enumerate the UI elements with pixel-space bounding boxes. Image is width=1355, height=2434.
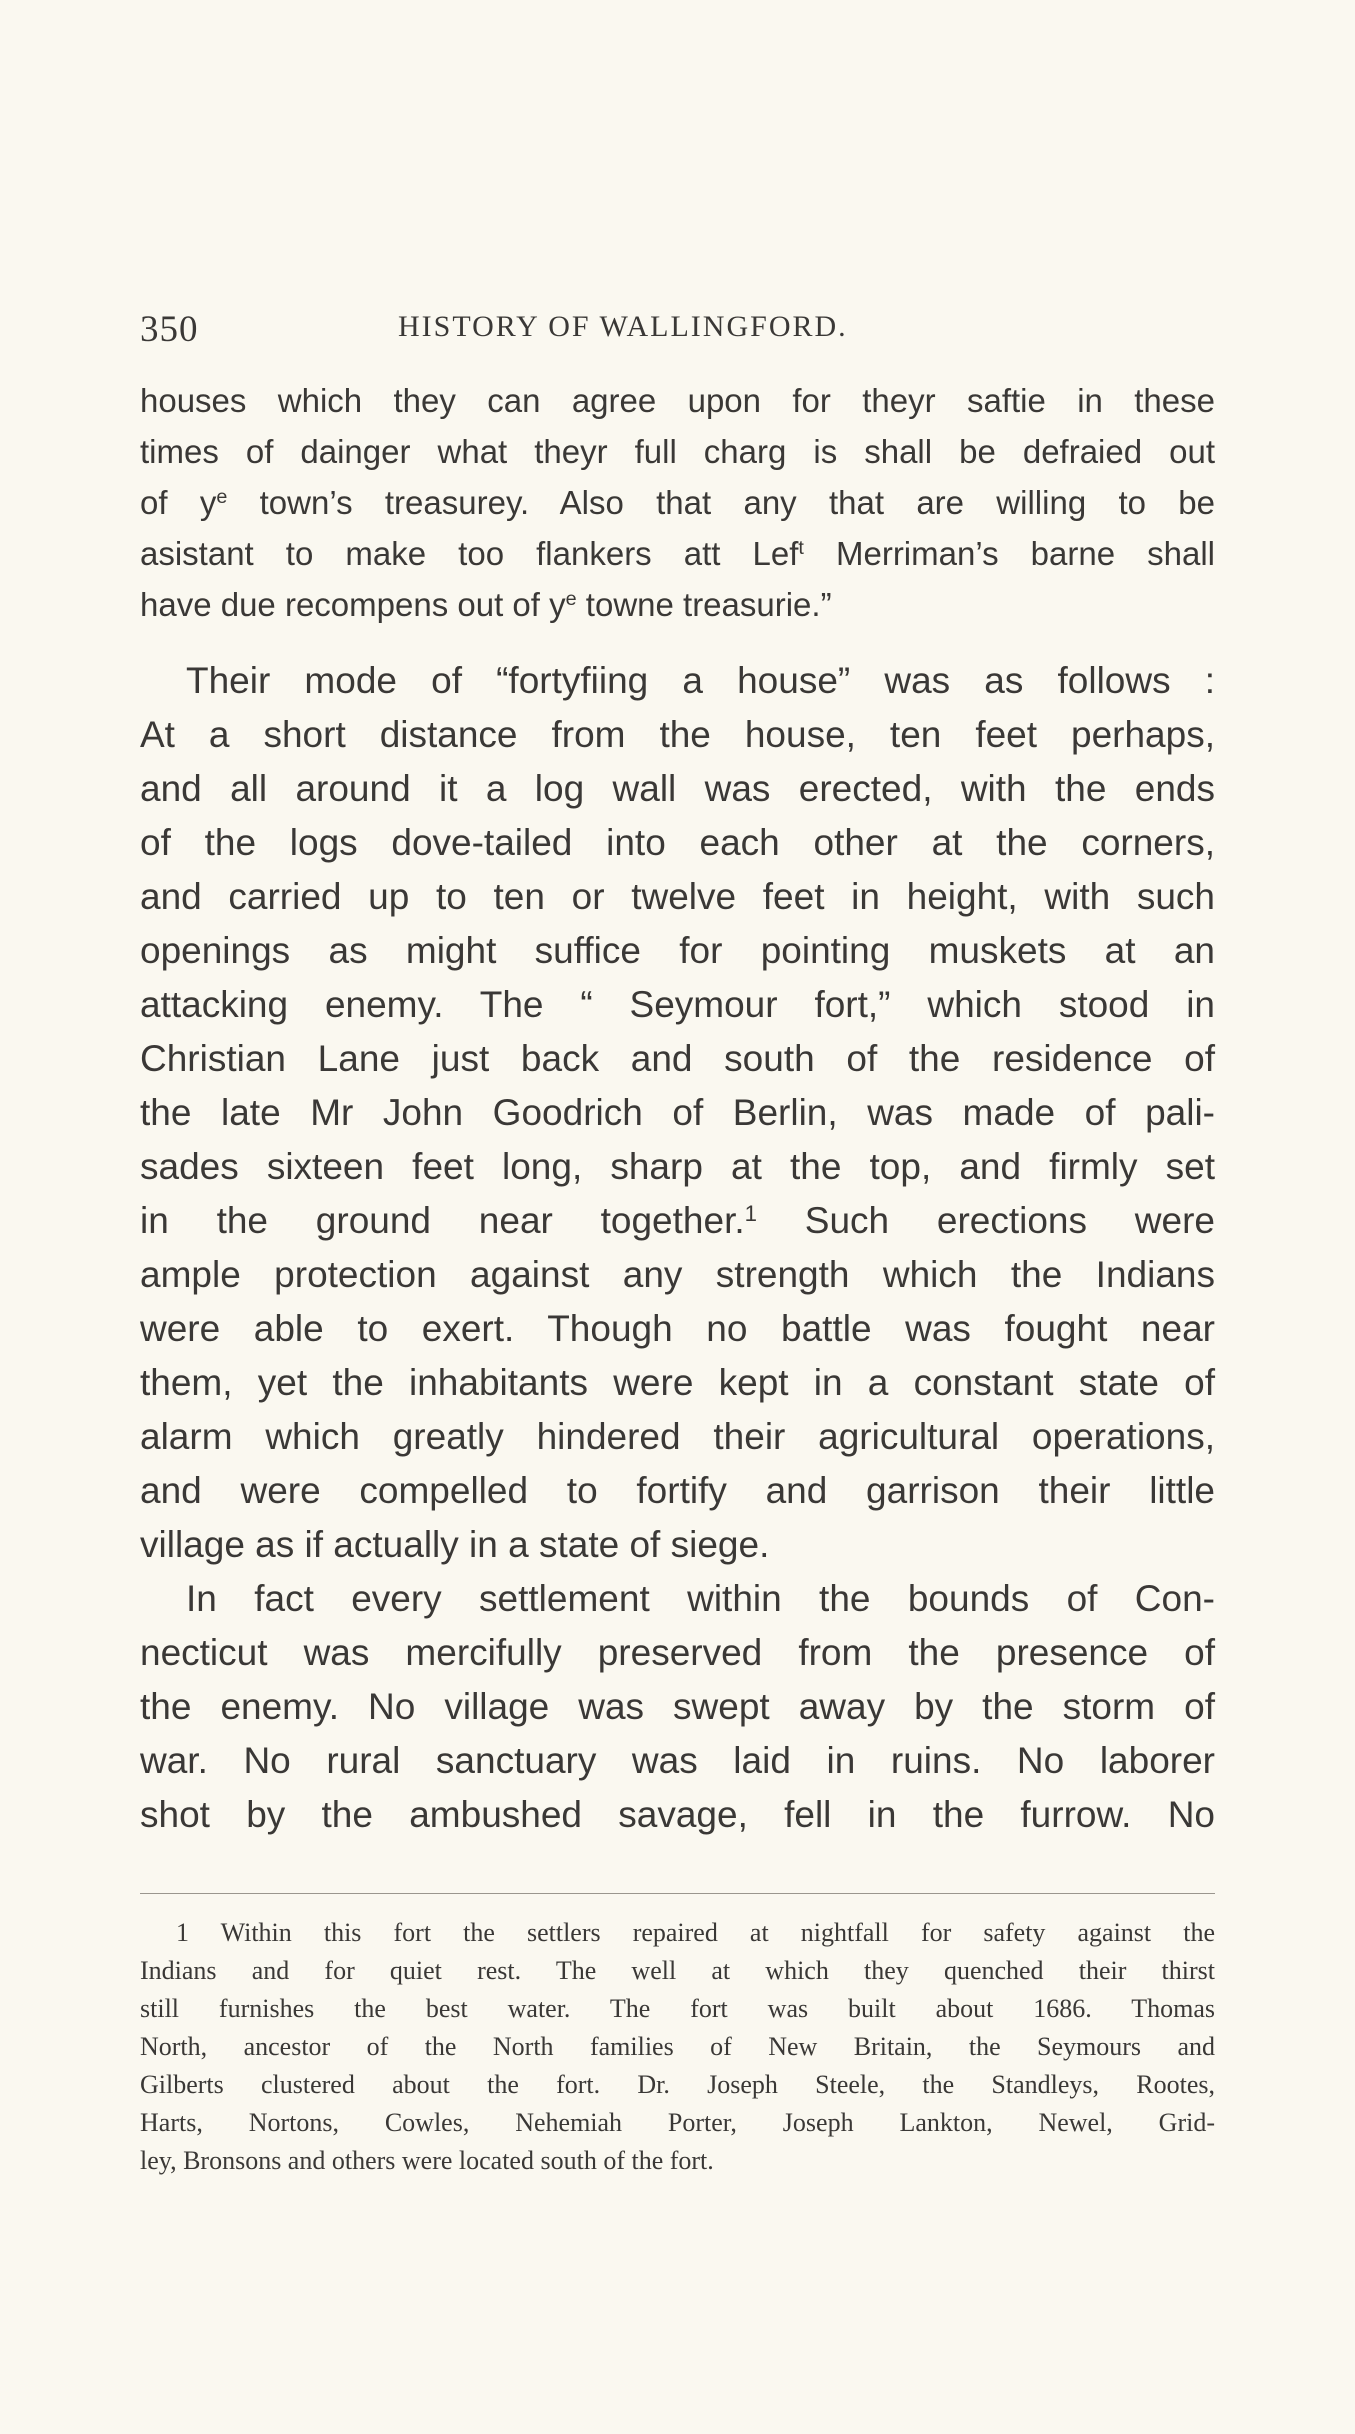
superscript: e — [216, 486, 228, 509]
page-number: 350 — [140, 309, 199, 350]
text-line: of the logs dove-tailed into each other at the corners, — [140, 822, 1215, 863]
footnote-line: North, ancestor of the North families of New Britain, the Seymours and — [140, 2032, 1215, 2061]
text-line: asistant to make too flankers att Lef$^t$ Merriman’s barne shall — [140, 535, 1215, 572]
text-line: necticut was mercifully preserved from the presence of — [140, 1632, 1215, 1673]
text-line: Christian Lane just back and south of the residence of — [140, 1038, 1215, 1079]
text-line: attacking enemy. The “ Seymour fort,” which stood in — [140, 984, 1215, 1025]
text-line: war. No rural sanctuary was laid in ruins. No laborer — [140, 1740, 1215, 1781]
footnote-line: Gilberts clustered about the fort. Dr. Joseph Steele, the Standleys, Rootes, — [140, 2070, 1215, 2099]
text-line: the late Mr John Goodrich of Berlin, was made of pali- — [140, 1092, 1215, 1133]
footnote-line: Indians and for quiet rest. The well at which they quenched their thirst — [140, 1956, 1215, 1985]
footnote-divider — [140, 1893, 1215, 1894]
text-line: openings as might suffice for pointing muskets at an — [140, 930, 1215, 971]
text-line: and all around it a log wall was erected, with the ends — [140, 768, 1215, 809]
text-line: were able to exert. Though no battle was fought near — [140, 1308, 1215, 1349]
footnote-line: still furnishes the best water. The fort was built about 1686. Thomas — [140, 1994, 1215, 2023]
text-line: them, yet the inhabitants were kept in a constant state of — [140, 1362, 1215, 1403]
text-line: have due recompens out of $y^e$ towne treasurie.” — [140, 586, 832, 623]
text-line: sades sixteen feet long, sharp at the top, and firmly set — [140, 1146, 1215, 1187]
text-line: of $y^e$ town’s treasurey. Also that any that are willing to be — [140, 484, 1215, 521]
text-line: in the ground near together.$^1$ Such erections were — [140, 1200, 1215, 1241]
text-line: the enemy. No village was swept away by the storm of — [140, 1686, 1215, 1727]
superscript: t — [798, 537, 804, 560]
superscript: e — [565, 588, 577, 611]
footnote-line: 1 Within this fort the settlers repaired at nightfall for safety against the — [176, 1918, 1215, 1947]
footnote-marker: 1 — [744, 1200, 757, 1226]
text-line: shot by the ambushed savage, fell in the furrow. No — [140, 1794, 1215, 1835]
text-line: and carried up to ten or twelve feet in height, with such — [140, 876, 1215, 917]
text-line: alarm which greatly hindered their agricultural operations, — [140, 1416, 1215, 1457]
text-line: times of dainger what theyr full charg is shall be defraied out — [140, 433, 1215, 470]
text-line: and were compelled to fortify and garrison their little — [140, 1470, 1215, 1511]
paragraph-first-line: In fact every settlement within the bounds of Con- — [186, 1578, 1215, 1619]
running-head — [140, 308, 1215, 358]
text-line: houses which they can agree upon for theyr saftie in these — [140, 382, 1215, 419]
paragraph-first-line: Their mode of “fortyfiing a house” was as follows : — [186, 660, 1215, 701]
text-line: At a short distance from the house, ten feet perhaps, — [140, 714, 1215, 755]
running-title: HISTORY OF WALLINGFORD. — [398, 310, 848, 343]
text-line: village as if actually in a state of siege. — [140, 1524, 770, 1565]
footnote-line: ley, Bronsons and others were located south of the fort. — [140, 2146, 714, 2175]
footnote-line: Harts, Nortons, Cowles, Nehemiah Porter, Joseph Lankton, Newel, Grid- — [140, 2108, 1215, 2137]
text-line: ample protection against any strength which the Indians — [140, 1254, 1215, 1295]
